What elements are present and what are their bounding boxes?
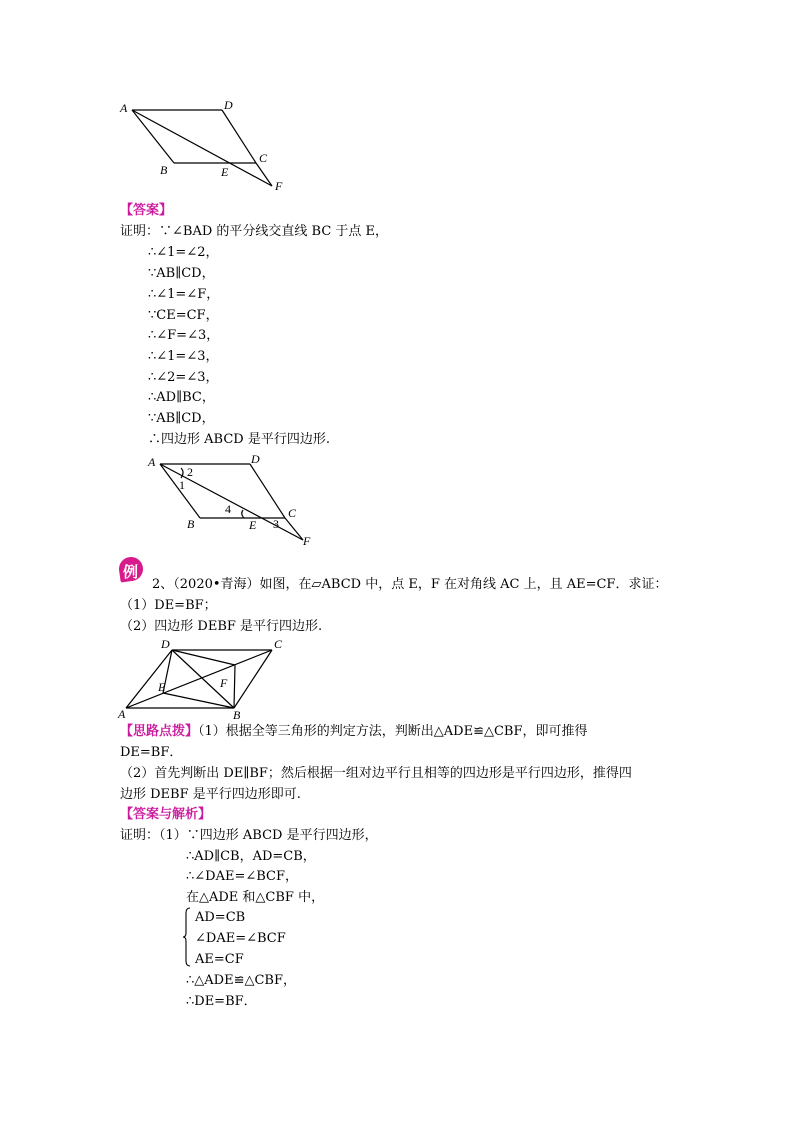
figure-2-parallelogram-angles [145,450,325,552]
hint-line-3: （2）首先判断出 DE∥BF；然后根据一组对边平行且相等的四边形是平行四边形，推得四 [120,766,632,781]
example-part-1: （1）DE=BF； [120,598,217,613]
label-B: B [160,163,168,177]
example-badge: 例 [119,557,145,583]
analysis-line: ∴AD∥CB，AD=CB， [186,849,316,864]
proof-line: 证明：∵∠BAD 的平分线交直线 BC 于点 E， [120,224,389,239]
proof-line: ∴四边形 ABCD 是平行四边形. [148,432,330,447]
figure-1-parallelogram [112,96,297,196]
proof-line: ∴∠1=∠3， [148,349,219,364]
angle-1: 1 [179,478,185,492]
proof-line: ∴∠1=∠2， [148,245,219,260]
label-A: A [148,455,156,469]
angle-4: 4 [225,502,231,516]
label-B: B [187,517,195,531]
label-C: C [274,637,283,651]
hint-line-1: 【思路点拨】（1）根据全等三角形的判定方法，判断出△ADE≌△CBF，即可推得 [120,724,588,739]
analysis-conclusion: ∴△ADE≌△CBF， [186,973,296,988]
hint-line-4: 边形 DEBF 是平行四边形即可. [120,787,301,802]
label-D: D [224,98,233,112]
label-A: A [120,101,128,115]
label-B: B [233,708,241,722]
analysis-heading: 【答案与解析】 [120,807,212,822]
proof-line: ∴∠1=∠F， [148,287,220,302]
analysis-line: ∴∠DAE=∠BCF， [186,869,299,884]
label-F: F [303,534,311,548]
system-eq-2: ∠DAE=∠BCF [195,931,286,946]
angle-2: 2 [187,465,193,479]
analysis-conclusion: ∴DE=BF． [186,994,257,1009]
proof-line: ∵AB∥CD， [148,266,215,281]
example-question: 2、（2020•青海）如图，在▱ABCD 中，点 E，F 在对角线 AC 上，且 AE=CF．求证： [152,577,668,592]
proof-line: ∴∠F=∠3， [148,328,220,343]
analysis-line: 证明：（1）∵四边形 ABCD 是平行四边形， [120,828,378,843]
label-F: F [220,676,228,690]
system-eq-1: AD=CB [195,910,246,925]
label-C: C [288,506,297,520]
proof-line: ∴AD∥BC， [148,390,215,405]
proof-line: ∴∠2=∠3， [148,370,219,385]
system-brace [183,907,191,967]
answer-heading: 【答案】 [120,203,173,218]
figure-3-parallelogram-DEBF [114,636,294,722]
label-E: E [221,165,229,179]
hint-heading: 【思路点拨】 [120,724,199,739]
angle-3: 3 [273,517,279,531]
proof-line: ∵AB∥CD， [148,411,215,426]
label-E: E [249,518,257,532]
label-C: C [259,151,268,165]
label-F: F [275,179,283,193]
example-part-2: （2）四边形 DEBF 是平行四边形. [120,619,323,634]
system-eq-3: AE=CF [195,952,244,967]
label-D: D [251,452,260,466]
label-E: E [158,680,166,694]
proof-line: ∵CE=CF， [148,308,219,323]
label-D: D [161,637,170,651]
analysis-line: 在△ADE 和△CBF 中， [186,890,325,905]
hint-line-2: DE=BF． [120,745,183,760]
label-A: A [118,707,126,721]
